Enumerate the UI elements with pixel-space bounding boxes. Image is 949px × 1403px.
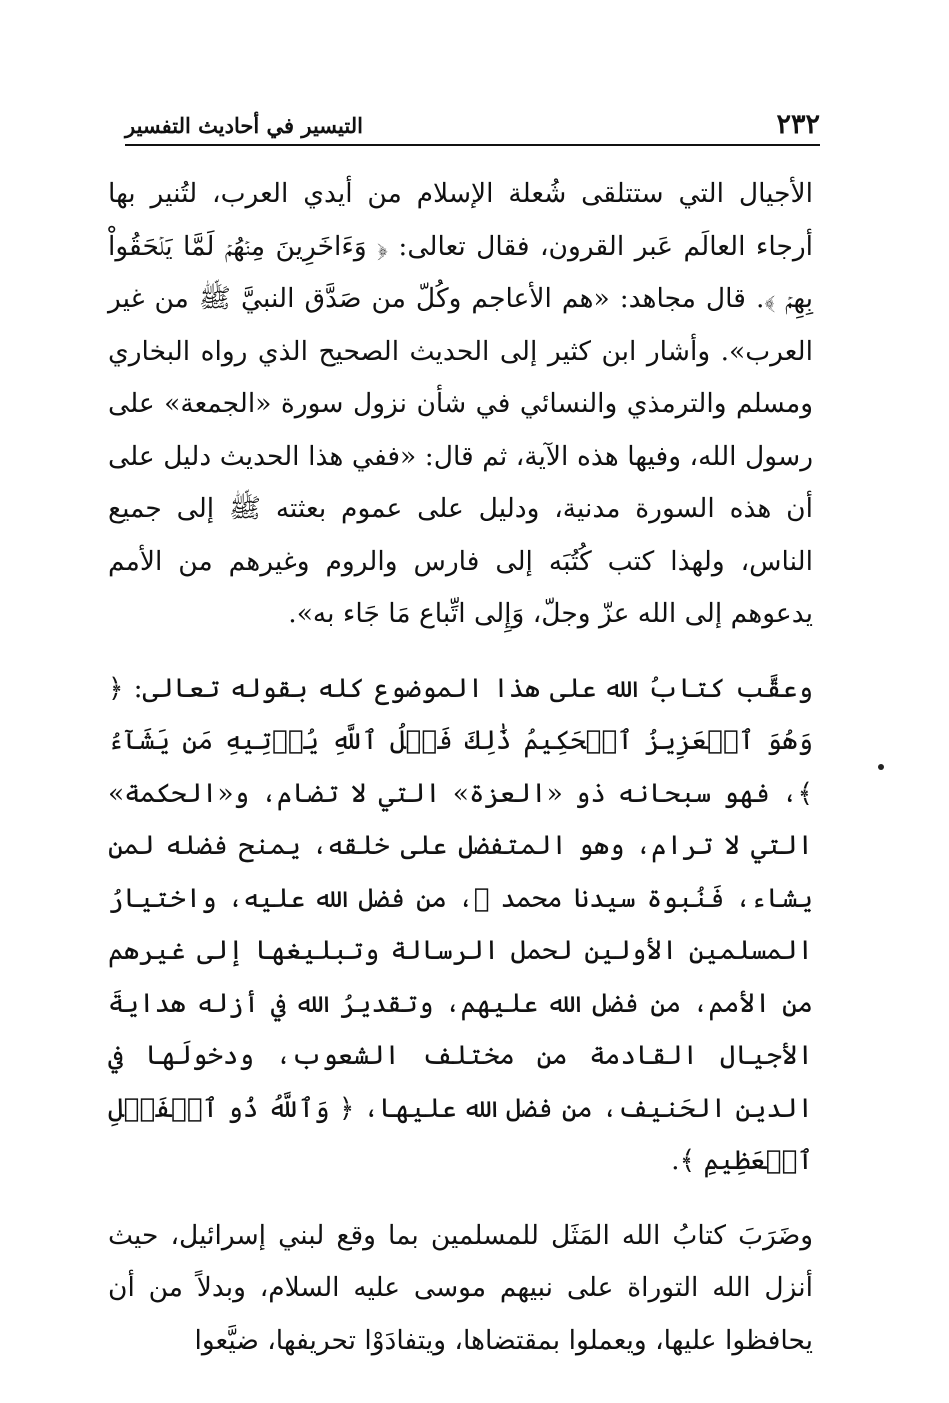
paragraph-2: وعقَّب كتابُ الله على هذا الموضوع كله بقوله تعالى: ﴿ وَهُوَ ٱلۡعَزِيزُ ٱلۡحَكِيمُ ذَٰلِكَ فَضۡلُ ٱللَّهِ يُؤۡتِيهِ مَن يَشَآءُ ﴾، فهو سبحانه ذو «العزة» التي لا تضام، و«الحكمة» التي لا ترام، وهو المتفضل على خلقه، يمنح فضله لمن يشاء، فَنُبوة سيدنا محمد ﷺ، من فضل الله عليه، واختيارُ المسلمين الأولين لحمل الرسالة وتبليغها إلى غيرهم من الأمم، من فضل الله عليهم، وتقديرُ الله في أزله هدايةَ الأجيال القادمة من مختلف الشعوب، ودخولَها في الدين الحَنيف، من فضل الله عليها، ﴿ وَٱللَّهُ ذُو ٱلۡفَضۡلِ ٱلۡعَظِيمِ ﴾. xyxy=(108,672,813,1176)
book-title: التيسير في أحاديث التفسير xyxy=(125,113,363,138)
stray-mark xyxy=(878,764,884,770)
running-header xyxy=(125,108,820,146)
paragraph-1: الأجيال التي ستتلقى شُعلة الإسلام من أيدي العرب، لتُنير بها أرجاء العالَم عَبر القرون، فقال تعالى: ﴿ وَءَاخَرِينَ مِنۡهُمۡ لَمَّا يَلۡحَقُواْ بِهِمۡ ﴾. قال مجاهد: «هم الأعاجم وكُلّ من صَدَّق النبيَّ ﷺ من غير العرب». وأشار ابن كثير إلى الحديث الصحيح الذي رواه البخاري ومسلم والترمذي والنسائي في شأن نزول سورة «الجمعة» على رسول الله، وفيها هذه الآية، ثم قال: «ففي هذا الحديث دليل على أن هذه السورة مدنية، ودليل على عموم بعثته ﷺ إلى جميع الناس، ولهذا كتب كُتُبَه إلى فارس والروم وغيرهم من الأمم يدعوهم إلى الله عزّ وجلّ، وَإِلى اتِّباع مَا جَاء به». xyxy=(108,178,813,629)
page-body xyxy=(108,168,813,1367)
page-number: ٢٣٢ xyxy=(776,109,820,140)
header-rule xyxy=(125,144,820,146)
paragraph-3: وضَرَبَ كتابُ الله المَثَل للمسلمين بما وقع لبني إسرائيل، حيث أنزل الله التوراة على نبيهم موسى عليه السلام، وبدلاً من أن يحافظوا عليها، ويعملوا بمقتضاها، ويتفادَوْا تحريفها، ضيَّعوا xyxy=(108,1219,813,1356)
